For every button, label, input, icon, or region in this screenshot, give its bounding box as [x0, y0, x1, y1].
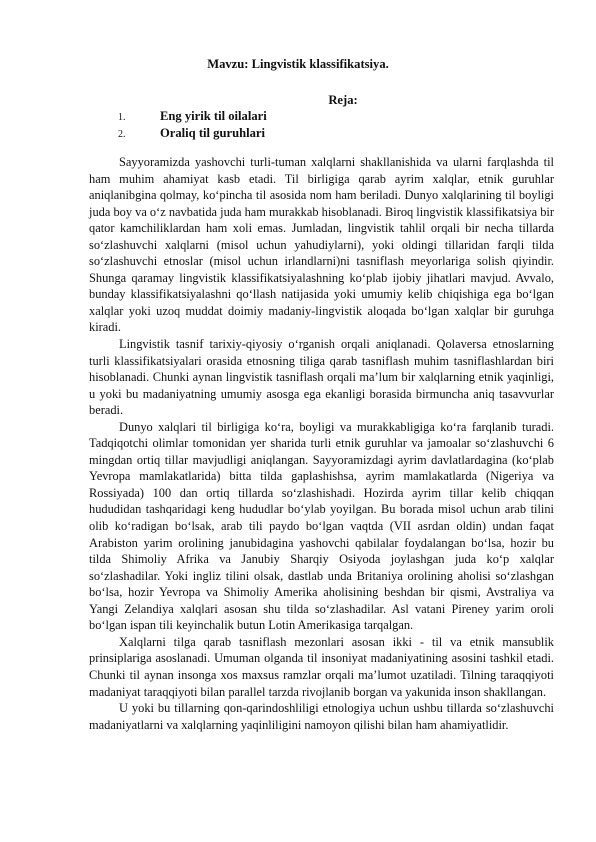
plan-item — [118, 108, 267, 125]
plan-heading: Reja: — [328, 93, 358, 107]
paragraph: Dunyo xalqlari til birligiga ko‘ra, boyligi va murakkabligiga ko‘ra farqlanib turadi. Tadqiqotchi olimlar tomonidan yer sharida turli etnik guruhlar va jamoalar so‘zlashuvchi 6 mingdan ortiq tillar mavjudligi aniqlangan. Sayyoramizdagi ayrim davlatlardagina (ko‘plab Yevropa mamlakatlarida) bitta tilda gaplashishsa, ayrim mamlakatlarda (Nigeriya va Rossiyada) 100 dan ortiq tillarda so‘zlashishadi. Hozirda ayrim tillar kelib chiqqan hududidan tashqaridagi keng hududlar bo‘ylab yoyilgan. Bu borada misol uchun arab tilini olib ko‘radigan bo‘lsak, arab tili paydo bo‘lgan vaqtda (VII asrdan oldin) undan faqat Arabiston yarim orolining janubidagina yashovchi qabilalar foydalangan bo‘lsa, hozir bu tilda Shimoliy Afrika va Janubiy Sharqiy Osiyoda joylashgan juda ko‘p xalqlar so‘zlashadilar. Yoki ingliz tilini olsak, dastlab unda Britaniya orolining aholisi so‘zlashgan bo‘lsa, hozir Yevropa va Shimoliy Amerika aholisining beshdan bir qismi, Avstraliya va Yangi Zelandiya xalqlari asosan shu tilda so‘zlashadilar. Asl vatani Pireney yarim oroli bo‘lgan ispan tili keyinchalik butun Lotin Amerikasiga tarqalgan. — [89, 419, 554, 633]
document-title: Mavzu: Lingvistik klassifikatsiya. — [207, 57, 389, 71]
plan-item-number: 2. — [118, 129, 126, 140]
paragraph: Sayyoramizda yashovchi turli-tuman xalqlarni shakllanishida va ularni farqlashda til ham muhim ahamiyat kasb etadi. Til birligiga qarab ayrim xalqlar, etnik guruhlar aniqlanibgina qolmay, ko‘pincha til asosida nom ham beriladi. Dunyo xalqlarining til boyligi juda boy va o‘z navbatida juda ham murakkab hisoblanadi. Biroq lingvistik klassifikatsiya bir qator kamchiliklardan ham xoli emas. Jumladan, lingvistik tahlil orqali bir necha tillarda so‘zlashuvchi xalqlarni (misol uchun yahudiylarni), yoki oldingi tillaridan farqli tilda so‘zlashuvchi etnoslar (misol uchun irlandlarni)ni tasniflash meyorlariga solish qiyindir. Shunga qaramay lingvistik klassifikatsiyalashning ko‘plab ijobiy jihatlari mavjud. Avvalo, bunday klassifikatsiyalashni qo‘llash natijasida yoki umumiy kelib chiqishiga ega bo‘lgan xalqlar yoki uzoq muddat doimiy madaniy-lingvistik aloqada bo‘lgan xalqlar bir guruhga kiradi. — [89, 155, 554, 335]
plan-item — [118, 125, 267, 142]
paragraph: Xalqlarni tilga qarab tasniflash mezonlari asosan ikki - til va etnik mansublik prinsiplariga asoslanadi. Umuman olganda til insoniyat madaniyatining asosini tashkil etadi. Chunki til aynan insonga xos maxsus ramzlar orqali ma’lumot uzatiladi. Tilning taraqqiyoti madaniyat taraqqiyoti bilan parallel tarzda rivojlanib borgan va yakunida inson shakllangan. — [89, 634, 554, 699]
plan-item-text: Eng yirik til oilalari — [160, 109, 267, 123]
paragraph: U yoki bu tillarning qon-qarindoshliligi etnologiya uchun ushbu tillarda so‘zlashuvchi madaniyatlarni va xalqlarning yaqinliligini namoyon qilishi bilan ham ahamiyatlidir. — [89, 701, 554, 732]
plan-list — [118, 108, 267, 142]
plan-item-number: 1. — [118, 112, 126, 123]
paragraph: Lingvistik tasnif tarixiy-qiyosiy o‘rganish orqali aniqlanadi. Qolaversa etnoslarning turli klassifikatsiyalari orasida etnosning tiliga qarab tasniflash muhim tasniflashlardan biri hisoblanadi. Chunki aynan lingvistik tasniflash orqali ma’lum bir xalqlarning etnik yaqinligi, u yoki bu madaniyatning umumiy asosga ega ekanligi borasida birmuncha aniq tasavvurlar beradi. — [89, 337, 554, 418]
document-body — [89, 150, 554, 733]
plan-item-text: Oraliq til guruhlari — [160, 126, 265, 140]
